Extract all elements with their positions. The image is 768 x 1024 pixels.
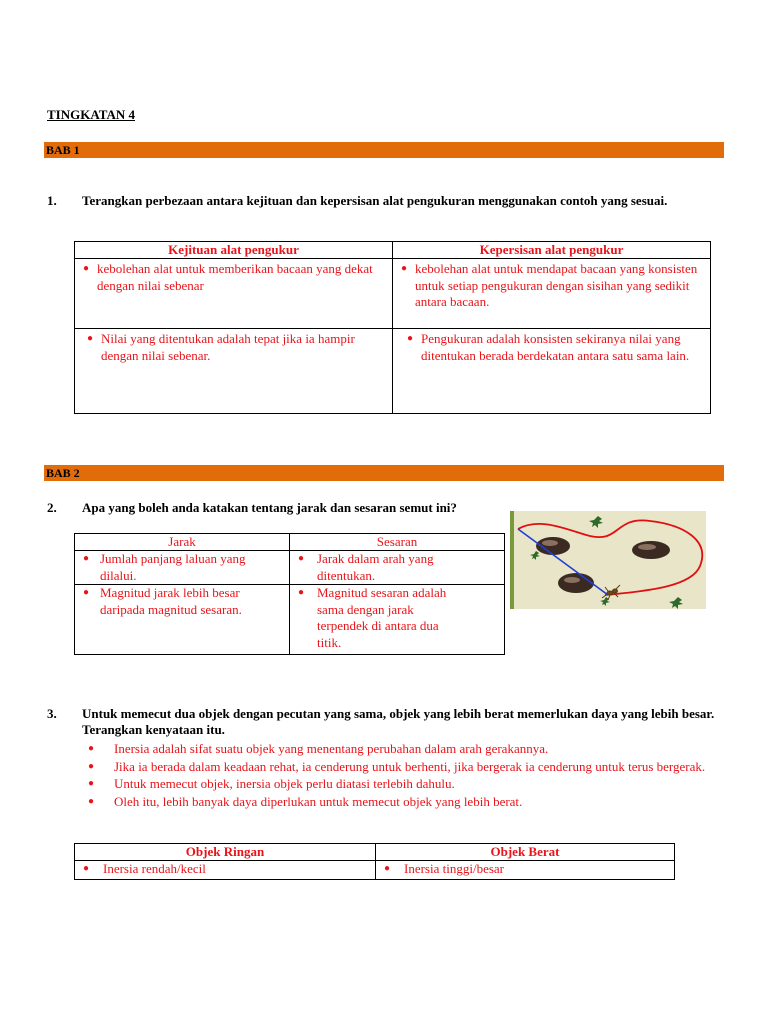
list-item bbox=[88, 758, 728, 776]
q3-point-text: Jika ia berada dalam keadaan rehat, ia cenderung untuk berhenti, jika bergerak ia cenderung untuk terus bergerak. bbox=[114, 758, 706, 774]
q2-number: 2. bbox=[47, 500, 57, 515]
q3-cell-text: Inersia rendah/kecil bbox=[103, 861, 206, 876]
q3-point-text: Inersia adalah sifat suatu objek yang menentang perubahan dalam arah gerakannya. bbox=[114, 741, 549, 756]
q2-cell bbox=[75, 585, 290, 655]
q1-cell-text: Nilai yang ditentukan adalah tepat jika ia hampir dengan nilai sebenar. bbox=[101, 331, 355, 363]
q2-header-sesaran: Sesaran bbox=[290, 534, 505, 551]
q1-header-kepersisan: Kepersisan alat pengukur bbox=[393, 242, 711, 259]
rock-icon bbox=[632, 541, 670, 559]
q3-header-berat: Objek Berat bbox=[376, 844, 675, 861]
q3-cell-text: Inersia tinggi/besar bbox=[404, 861, 504, 876]
bullet-icon: ● bbox=[297, 587, 305, 598]
q2-text: Apa yang boleh anda katakan tentang jarak dan sesaran semut ini? bbox=[82, 500, 457, 515]
q1-text: Terangkan perbezaan antara kejituan dan kepersisan alat pengukuran menggunakan contoh yang sesuai. bbox=[82, 193, 668, 208]
q3-point-text: Oleh itu, lebih banyak daya diperlukan untuk memecut objek yang lebih berat. bbox=[114, 793, 523, 809]
list-item bbox=[88, 775, 728, 793]
list-item bbox=[88, 793, 728, 811]
q1-cell bbox=[393, 329, 711, 414]
bullet-icon: ● bbox=[82, 263, 90, 274]
bullet-icon: ● bbox=[88, 760, 95, 772]
q2-cell bbox=[290, 551, 505, 585]
q1-header-kejituan: Kejituan alat pengukur bbox=[75, 242, 393, 259]
bullet-icon: ● bbox=[88, 778, 95, 789]
q2-cell-text: Jumlah panjang laluan yang dilalui. bbox=[100, 551, 246, 583]
q2-cell-text: Magnitud jarak lebih besar daripada magnitud sesaran. bbox=[100, 585, 242, 617]
q1-cell bbox=[75, 329, 393, 414]
q2-header-jarak: Jarak bbox=[75, 534, 290, 551]
q2-table bbox=[74, 533, 505, 655]
q1-cell bbox=[393, 259, 711, 329]
q1-cell bbox=[75, 259, 393, 329]
ant-path-image bbox=[510, 511, 706, 609]
bullet-icon: ● bbox=[82, 863, 90, 874]
bullet-icon: ● bbox=[86, 333, 94, 344]
q3-header-ringan: Objek Ringan bbox=[75, 844, 376, 861]
q3-points bbox=[88, 740, 728, 810]
q3-cell bbox=[376, 861, 675, 880]
q3-text: Untuk memecut dua objek dengan pecutan yang sama, objek yang lebih berat memerlukan daya yang lebih besar. Terangkan kenyataan itu. bbox=[82, 706, 715, 737]
q2-cell-text: Magnitud sesaran adalah sama dengan jarak terpendek di antara dua titik. bbox=[317, 585, 447, 650]
bullet-icon: ● bbox=[297, 553, 305, 564]
q2-cell bbox=[290, 585, 505, 655]
page-heading: TINGKATAN 4 bbox=[47, 107, 135, 122]
q3-point-text: Untuk memecut objek, inersia objek perlu diatasi terlebih dahulu. bbox=[114, 776, 455, 791]
bab1-bar: BAB 1 bbox=[44, 142, 724, 158]
bullet-icon: ● bbox=[88, 743, 95, 754]
rock-icon bbox=[558, 573, 594, 593]
q1-number: 1. bbox=[47, 193, 57, 208]
q1-cell-text: kebolehan alat untuk memberikan bacaan yang dekat dengan nilai sebenar bbox=[97, 261, 373, 293]
bab2-bar: BAB 2 bbox=[44, 465, 724, 481]
list-item bbox=[88, 740, 728, 758]
q3-cell bbox=[75, 861, 376, 880]
bullet-icon: ● bbox=[88, 795, 95, 807]
bullet-icon: ● bbox=[406, 333, 414, 344]
q2-cell bbox=[75, 551, 290, 585]
bullet-icon: ● bbox=[383, 863, 391, 874]
q1-table bbox=[74, 241, 711, 414]
bullet-icon: ● bbox=[400, 263, 408, 274]
q1-cell-text: kebolehan alat untuk mendapat bacaan yang konsisten untuk setiap pengukuran dengan sisihan yang sedikit antara bacaan. bbox=[415, 261, 698, 309]
image-edge bbox=[510, 511, 514, 609]
q3-table bbox=[74, 843, 675, 880]
bullet-icon: ● bbox=[82, 587, 90, 598]
q3-number: 3. bbox=[47, 706, 57, 721]
q1-cell-text: Pengukuran adalah konsisten sekiranya nilai yang ditentukan berada berdekatan antara satu sama lain. bbox=[421, 331, 690, 363]
bullet-icon: ● bbox=[82, 553, 90, 564]
q2-cell-text: Jarak dalam arah yang ditentukan. bbox=[317, 551, 434, 583]
